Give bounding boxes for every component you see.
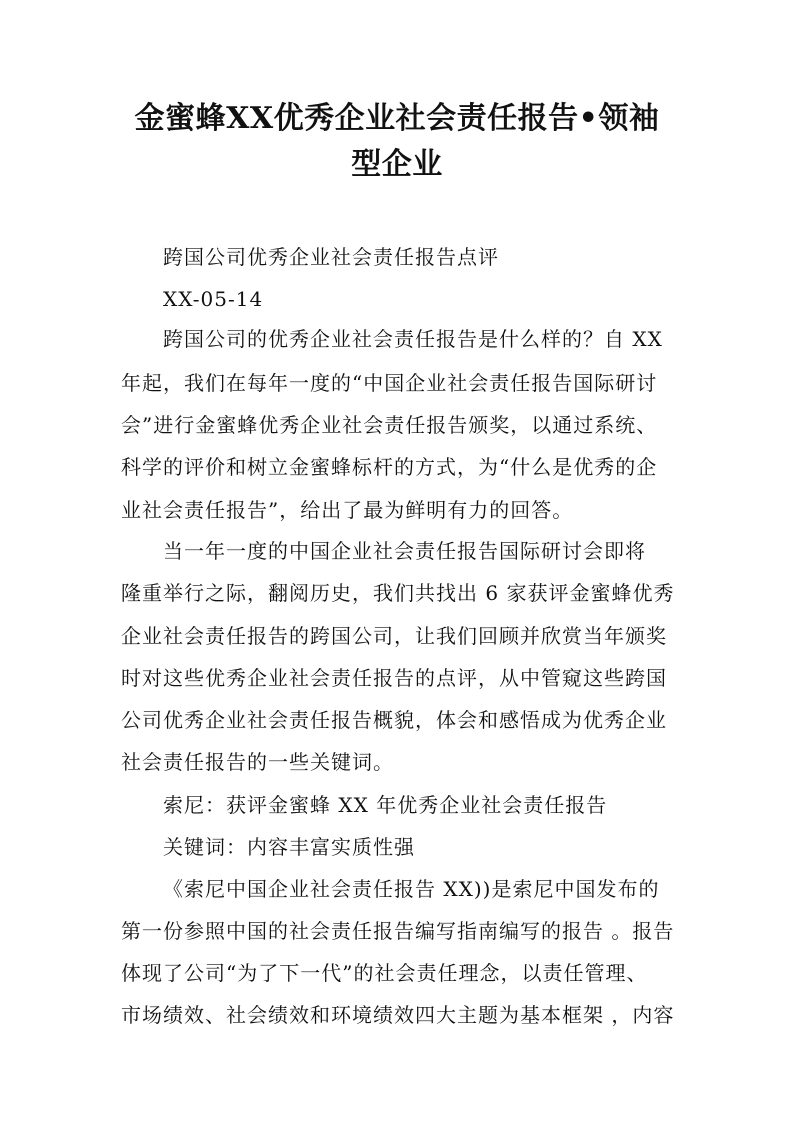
- paragraph-2-line-6: 社会责任报告的一些关键词。: [121, 750, 394, 774]
- title-line-1: 金蜜蜂XX优秀企业社会责任报告•领袖: [134, 101, 660, 136]
- paragraph-1-line-4: 科学的评价和树立金蜜蜂标杆的方式，为“什么是优秀的企: [121, 455, 658, 479]
- paragraph-2-line-5: 公司优秀企业社会责任报告概貌，体会和感悟成为优秀企业: [121, 708, 667, 732]
- paragraph-1-line-2: 年起，我们在每年一度的“中国企业社会责任报告国际研讨: [121, 371, 658, 395]
- paragraph-3-line-2: 第一份参照中国的社会责任报告编写指南编写的报告 。报告: [121, 919, 675, 943]
- paragraph-1-line-3: 会”进行金蜜蜂优秀企业社会责任报告颁奖，以通过系统、: [121, 413, 658, 437]
- paragraph-2-line-1: 当一年一度的中国企业社会责任报告国际研讨会即将: [163, 539, 646, 563]
- date: XX-05-14: [163, 287, 264, 311]
- paragraph-3-line-1: 《索尼中国企业社会责任报告 XX))是索尼中国发布的: [163, 877, 660, 901]
- sony-heading: 索尼：获评金蜜蜂 XX 年优秀企业社会责任报告: [163, 793, 608, 817]
- keywords-line: 关键词：内容丰富实质性强: [163, 835, 415, 859]
- paragraph-2-line-3: 企业社会责任报告的跨国公司，让我们回顾并欣赏当年颁奖: [121, 624, 667, 648]
- title-line-2: 型企业: [351, 147, 443, 182]
- paragraph-2-line-2: 隆重举行之际，翻阅历史，我们共找出 6 家获评金蜜蜂优秀: [121, 581, 675, 605]
- paragraph-1-line-1: 跨国公司的优秀企业社会责任报告是什么样的？自 XX: [163, 327, 663, 351]
- subtitle: 跨国公司优秀企业社会责任报告点评: [163, 245, 499, 269]
- document-title: [100, 96, 694, 188]
- paragraph-3-line-3: 体现了公司“为了下一代”的社会责任理念，以责任管理、: [121, 961, 648, 985]
- paragraph-1-line-5: 业社会责任报告”，给出了最为鲜明有力的回答。: [121, 498, 574, 522]
- paragraph-3-line-4: 市场绩效、社会绩效和环境绩效四大主题为基本框架 ，内容: [121, 1003, 675, 1027]
- paragraph-2-line-4: 时对这些优秀企业社会责任报告的点评，从中管窥这些跨国: [121, 666, 667, 690]
